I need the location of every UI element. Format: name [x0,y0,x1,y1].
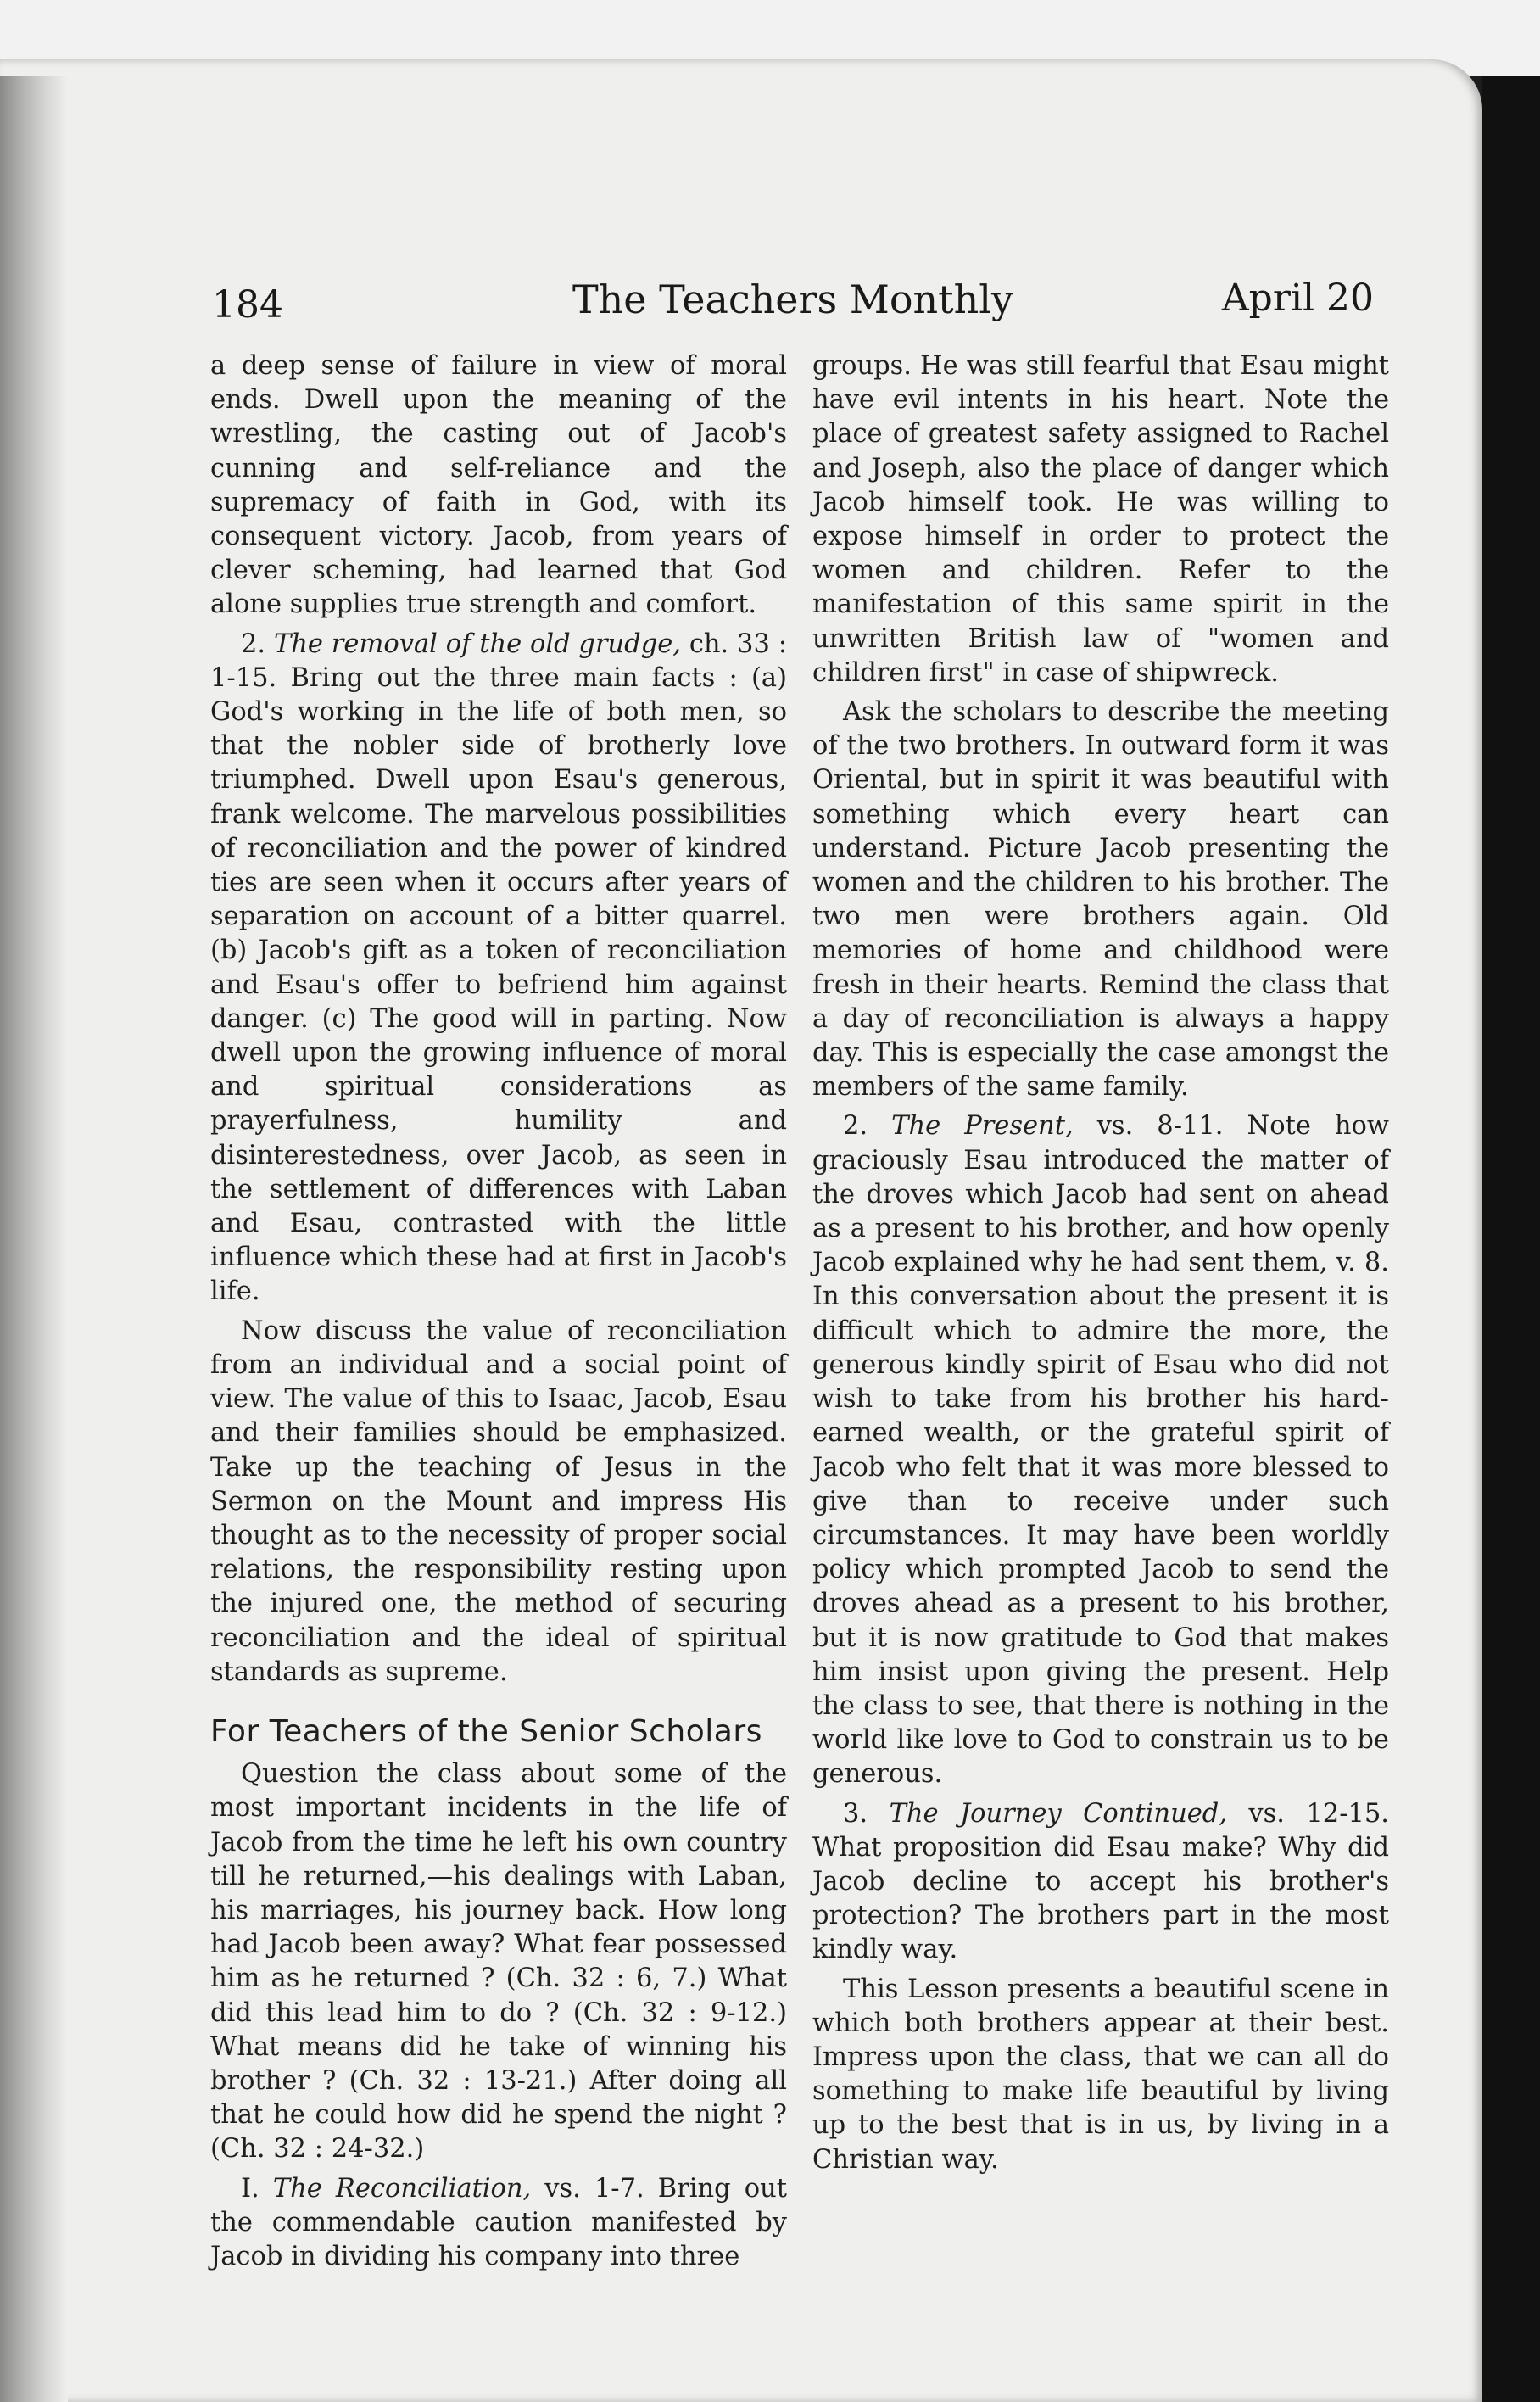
section-text: ch. 33 : 1-15. Bring out the three main facts : (a) God's working in the life of both men, so that the nobler side of brotherly love triumphed. Dwell upon Esau's generous, frank welcome. The marvelous possibilities of reconciliation and the power of kindred ties are seen when it occurs after years of separation on account of a bitter quarrel. (b) Jacob's gift as a token of reconciliation and Esau's offer to befriend him against danger. (c) The good will in parting. Now dwell upon the growing influence of moral and spiritual considerations as prayerfulness, humility and disinterestedness, over Jacob, as seen in the settlement of differences with Laban and Esau, contrasted with the little influence which these had at first in Jacob's life. [210,628,787,1307]
paragraph: groups. He was still fearful that Esau might have evil intents in his heart. Note the place of greatest safety assigned to Rachel and Joseph, also the place of danger which Jacob himself took. He was willing to expose himself in order to protect the women and children. Refer to the manifestation of this same spirit in the unwritten British law of "women and children first" in case of shipwreck. [812,351,1389,688]
paragraph: Ask the scholars to describe the meeting of the two brothers. In outward form it was Oriental, but in spirit it was beautiful with something which every heart can understand. Picture Jacob presenting the women and the children to his brother. The two men were brothers again. Old memories of home and childhood were fresh in their hearts. Remind the class that a day of reconciliation is always a happy day. This is especially the case amongst the members of the same family. [812,697,1389,1103]
paragraph: Question the class about some of the most important incidents in the life of Jacob from the time he left his own country till he returned,—his dealings with Laban, his marriages, his journey back. How long had Jacob been away? What fear possessed him as he returned ? (Ch. 32 : 6, 7.) What did this lead him to do ? (Ch. 32 : 9-12.) What means did he take of winning his brother ? (Ch. 32 : 13-21.) After doing all that he could how did he spend the night ? (Ch. 32 : 24-32.) [210,1759,787,2165]
page-binding-shadow [0,76,68,2402]
section-title: The Journey Continued, [889,1798,1227,1829]
paragraph [210,628,787,1310]
paragraph: This Lesson presents a beautiful scene in which both brothers appear at their best. Impress upon the class, that we can all do something to make life beautiful by living up to the best that is in us, by living in a Christian way. [812,1974,1389,2175]
page-number: 184 [212,283,283,327]
journal-title: The Teachers Monthly [572,277,1013,322]
paragraph: Now discuss the value of reconciliation from an individual and a social point of view. The value of this to Isaac, Jacob, Esau and their families should be emphasized. Take up the teaching of Jesus in the Sermon on the Mount and impress His thought as to the necessity of proper social relations, the responsibility resting upon the injured one, the method of securing reconciliation and the ideal of spiritual standards as supreme. [210,1316,787,1687]
running-header [212,271,1374,331]
section-text: vs. 1-7. Bring out the commendable caution manifested by Jacob in dividing his company into three [210,2173,787,2271]
section-text: vs. 12-15. What proposition did Esau make? Why did Jacob decline to accept his brother's protection? The brothers part in the most kindly way. [812,1798,1390,1965]
section-number: 3. [843,1798,868,1829]
issue-date: April 20 [1221,277,1374,320]
paragraph [812,1109,1389,1791]
paragraph [210,2172,787,2275]
section-number: I. [241,2173,259,2204]
section-number: 2. [241,628,266,659]
right-column [812,349,1389,2177]
section-title: The removal of the old grudge, [273,628,681,659]
paragraph: a deep sense of failure in view of moral ends. Dwell upon the meaning of the wrestling, the casting out of Jacob's cunning and self-reliance and the supremacy of faith in God, with its consequent victory. Jacob, from years of clever scheming, had learned that God alone supplies true strength and comfort. [210,351,787,620]
section-text: vs. 8-11. Note how graciously Esau introduced the matter of the droves which Jacob had sent on ahead as a present to his brother, and how openly Jacob explained why he had sent them, v. 8. In this conversation about the present it is difficult which to admire the more, the generous kindly spirit of Esau who did not wish to take from his brother his hard-earned wealth, or the grateful spirit of Jacob who felt that it was more blessed to give than to receive under such circumstances. It may have been worldly policy which prompted Jacob to send the droves ahead as a present to his brother, but it is now gratitude to God that makes him insist upon giving the present. Help the class to see, that there is nothing in the world like love to God to constrain us to be generous. [812,1111,1390,1790]
section-title: The Reconciliation, [272,2173,532,2204]
scan-background-edge [1482,76,1540,2402]
section-title: The Present, [891,1111,1074,1142]
left-column [210,349,787,2274]
section-heading: For Teachers of the Senior Scholars [210,1713,762,1749]
paragraph [812,1797,1389,1968]
section-number: 2. [843,1111,868,1142]
